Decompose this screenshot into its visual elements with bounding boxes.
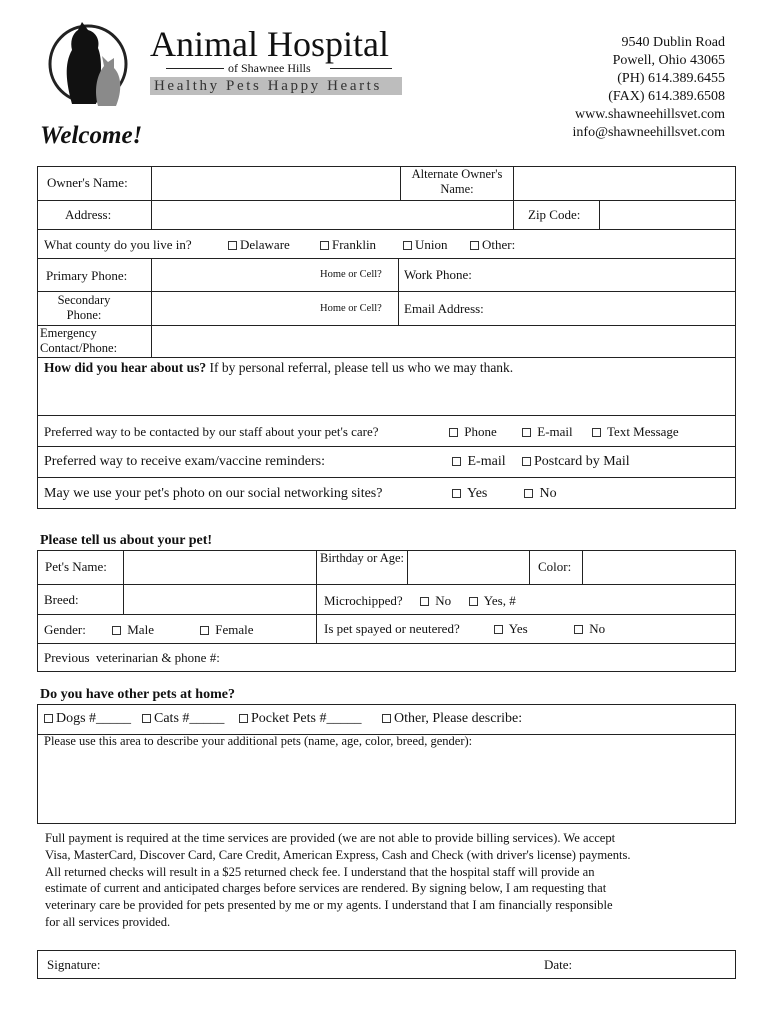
birthday-field[interactable] <box>408 551 528 583</box>
secondary-phone-field[interactable] <box>152 292 312 324</box>
microchipped-label: Microchipped? <box>324 593 403 608</box>
gender-option-male[interactable] <box>112 622 154 638</box>
spayed-option-no[interactable] <box>574 621 605 637</box>
contact-option-email[interactable] <box>522 424 573 440</box>
checkbox-icon[interactable] <box>382 714 391 723</box>
terms-line: Visa, MasterCard, Discover Card, Care Credit, American Express, Cash and Check (with driver's license) payments. <box>45 847 631 862</box>
checkbox-icon[interactable] <box>574 625 583 634</box>
other-option-other[interactable] <box>382 711 522 727</box>
hear-about-us-field[interactable] <box>38 378 735 414</box>
option-label: Delaware <box>240 237 290 252</box>
option-label: Yes <box>466 486 488 501</box>
option-label: Dogs #_____ <box>56 711 132 726</box>
other-option-dogs[interactable] <box>44 711 131 727</box>
previous-vet-field[interactable] <box>250 644 735 671</box>
date-label: Date: <box>544 957 573 972</box>
payment-terms <box>45 830 631 931</box>
checkbox-icon[interactable] <box>469 597 478 606</box>
website-link[interactable]: www.shawneehillsvet.com <box>575 107 725 122</box>
photo-option-yes[interactable] <box>452 486 487 502</box>
checkbox-icon[interactable] <box>112 626 121 635</box>
other-option-cats[interactable] <box>142 711 224 727</box>
hospital-address <box>573 34 725 142</box>
option-label: No <box>589 621 606 636</box>
col-rule <box>316 550 317 643</box>
option-label: Yes <box>508 621 528 636</box>
option-label: Cats #_____ <box>154 711 225 726</box>
checkbox-icon[interactable] <box>592 428 601 437</box>
reminder-option-postcard[interactable] <box>522 454 630 470</box>
option-label: Franklin <box>332 237 377 252</box>
work-phone-label: Work Phone: <box>404 267 472 282</box>
option-label: No <box>539 486 557 501</box>
date-field[interactable] <box>584 951 734 978</box>
previous-vet-label: Previous veterinarian & phone #: <box>44 650 220 665</box>
checkbox-icon[interactable] <box>522 428 531 437</box>
spayed-option-yes[interactable] <box>494 621 528 637</box>
county-question: What county do you live in? <box>44 237 192 252</box>
checkbox-icon[interactable] <box>524 489 533 498</box>
other-pets-describe-field[interactable] <box>38 750 735 823</box>
brand-name: Animal Hospital <box>150 24 389 64</box>
col-rule <box>513 200 514 229</box>
checkbox-icon[interactable] <box>449 428 458 437</box>
row-rule <box>37 477 736 478</box>
option-label: Yes, # <box>483 593 516 608</box>
primary-phone-field[interactable] <box>152 259 312 290</box>
county-option-other[interactable] <box>470 237 515 253</box>
checkbox-icon[interactable] <box>452 489 461 498</box>
phone-number[interactable]: (PH) 614.389.6455 <box>617 71 725 86</box>
welcome-heading: Welcome! <box>40 122 143 149</box>
option-label: No <box>435 593 452 608</box>
option-label: Male <box>127 622 154 637</box>
secondary-phone-label: Secondary Phone: <box>57 293 111 322</box>
row-rule <box>37 446 736 447</box>
brand-sub-rule-right <box>330 68 392 69</box>
terms-line: veterinary care be provided for pets presented by me or my agents. I understand that I am financially responsible <box>45 898 613 913</box>
pet-name-field[interactable] <box>124 551 315 583</box>
brand-sub-rule-left <box>166 68 224 69</box>
email-address-field[interactable] <box>496 292 735 324</box>
option-label: Union <box>415 237 448 252</box>
hospital-logo <box>42 12 134 110</box>
option-label: Pocket Pets #_____ <box>251 711 362 726</box>
checkbox-icon[interactable] <box>239 714 248 723</box>
row-rule <box>37 357 736 358</box>
pet-section-heading: Please tell us about your pet! <box>40 533 213 548</box>
county-option-franklin[interactable] <box>320 237 376 253</box>
checkbox-icon[interactable] <box>522 457 531 466</box>
row-rule <box>37 614 736 615</box>
hear-about-us-rest: If by personal referral, please tell us who we may thank. <box>209 360 514 375</box>
spayed-question: Is pet spayed or neutered? <box>324 621 460 636</box>
checkbox-icon[interactable] <box>420 597 429 606</box>
address-line-1: 9540 Dublin Road <box>621 35 725 50</box>
terms-line: for all services provided. <box>45 914 171 929</box>
signature-label: Signature: <box>47 957 101 972</box>
option-label: Other: <box>482 237 516 252</box>
checkbox-icon[interactable] <box>470 241 479 250</box>
gender-label: Gender: <box>44 622 86 637</box>
alternate-owner-field[interactable] <box>514 167 735 199</box>
option-label: Other, Please describe: <box>394 711 523 726</box>
contact-option-phone[interactable] <box>449 424 497 440</box>
reminder-option-email[interactable] <box>452 454 506 470</box>
emergency-contact-label: Emergency Contact/Phone: <box>40 326 118 355</box>
option-label: Female <box>215 622 254 637</box>
contact-preference-question: Preferred way to be contacted by our staff about your pet's care? <box>44 424 379 439</box>
email-address-label: Email Address: <box>404 301 484 316</box>
owners-name-field[interactable] <box>152 167 399 199</box>
primary-phone-label: Primary Phone: <box>46 268 128 283</box>
microchip-option-yes[interactable] <box>469 593 516 609</box>
option-label: Postcard by Mail <box>534 454 630 469</box>
checkbox-icon[interactable] <box>228 241 237 250</box>
row-rule <box>37 415 736 416</box>
address-label: Address: <box>65 207 112 222</box>
tagline: Healthy Pets Happy Hearts <box>154 78 382 94</box>
primary-home-or-cell: Home or Cell? <box>320 269 382 280</box>
other-pets-describe-label: Please use this area to describe your additional pets (name, age, color, breed, gender): <box>44 734 473 748</box>
checkbox-icon[interactable] <box>320 241 329 250</box>
other-option-pocket-pets[interactable] <box>239 711 361 727</box>
col-rule <box>529 550 530 584</box>
col-rule <box>400 166 401 200</box>
checkbox-icon[interactable] <box>403 241 412 250</box>
option-label: E-mail <box>537 424 573 439</box>
emergency-contact-field[interactable] <box>152 326 735 356</box>
checkbox-icon[interactable] <box>452 457 461 466</box>
checkbox-icon[interactable] <box>494 625 503 634</box>
brand-sub: of Shawnee Hills <box>228 61 311 75</box>
address-field[interactable] <box>152 201 512 228</box>
terms-line: estimate of current and anticipated charges before services are rendered. By signing below, I am requesting that <box>45 881 607 896</box>
address-line-2: Powell, Ohio 43065 <box>612 53 725 68</box>
gender-option-female[interactable] <box>200 622 254 638</box>
county-option-union[interactable] <box>403 237 448 253</box>
signature-field[interactable] <box>120 951 530 978</box>
owners-name-label: Owner's Name: <box>47 175 128 190</box>
alternate-owner-label: Alternate Owner's Name: <box>411 167 503 196</box>
option-label: Phone <box>464 424 497 439</box>
zip-field[interactable] <box>600 201 735 228</box>
terms-line: All returned checks will result in a $25 returned check fee. I understand that the hospital staff will provide an <box>45 864 595 879</box>
color-label: Color: <box>538 559 572 574</box>
checkbox-icon[interactable] <box>44 714 53 723</box>
birthday-label: Birthday or Age: <box>320 551 405 565</box>
email-link[interactable]: info@shawneehillsvet.com <box>572 125 725 140</box>
other-pets-heading: Do you have other pets at home? <box>40 687 235 702</box>
reminder-preference-question: Preferred way to receive exam/vaccine reminders: <box>44 454 326 469</box>
option-label: Text Message <box>607 424 679 439</box>
color-field[interactable] <box>583 551 735 583</box>
hear-about-us-question <box>44 360 513 376</box>
option-label: E-mail <box>467 454 506 469</box>
col-rule <box>398 258 399 325</box>
terms-line: Full payment is required at the time services are provided (we are not able to provide billing services). We accept <box>45 831 616 845</box>
secondary-home-or-cell: Home or Cell? <box>320 303 382 314</box>
county-option-delaware[interactable] <box>228 237 290 253</box>
checkbox-icon[interactable] <box>142 714 151 723</box>
row-rule <box>37 229 736 230</box>
microchip-option-no[interactable] <box>420 593 451 609</box>
pet-name-label: Pet's Name: <box>45 559 107 574</box>
zip-label: Zip Code: <box>528 207 581 222</box>
work-phone-field[interactable] <box>486 259 735 290</box>
fax-number: (FAX) 614.389.6508 <box>608 89 725 104</box>
breed-label: Breed: <box>44 592 79 607</box>
checkbox-icon[interactable] <box>200 626 209 635</box>
photo-option-no[interactable] <box>524 486 557 502</box>
contact-option-text[interactable] <box>592 424 679 440</box>
breed-field[interactable] <box>124 585 315 613</box>
photo-permission-question: May we use your pet's photo on our social networking sites? <box>44 486 383 501</box>
hear-about-us-bold: How did you hear about us? <box>44 360 207 375</box>
